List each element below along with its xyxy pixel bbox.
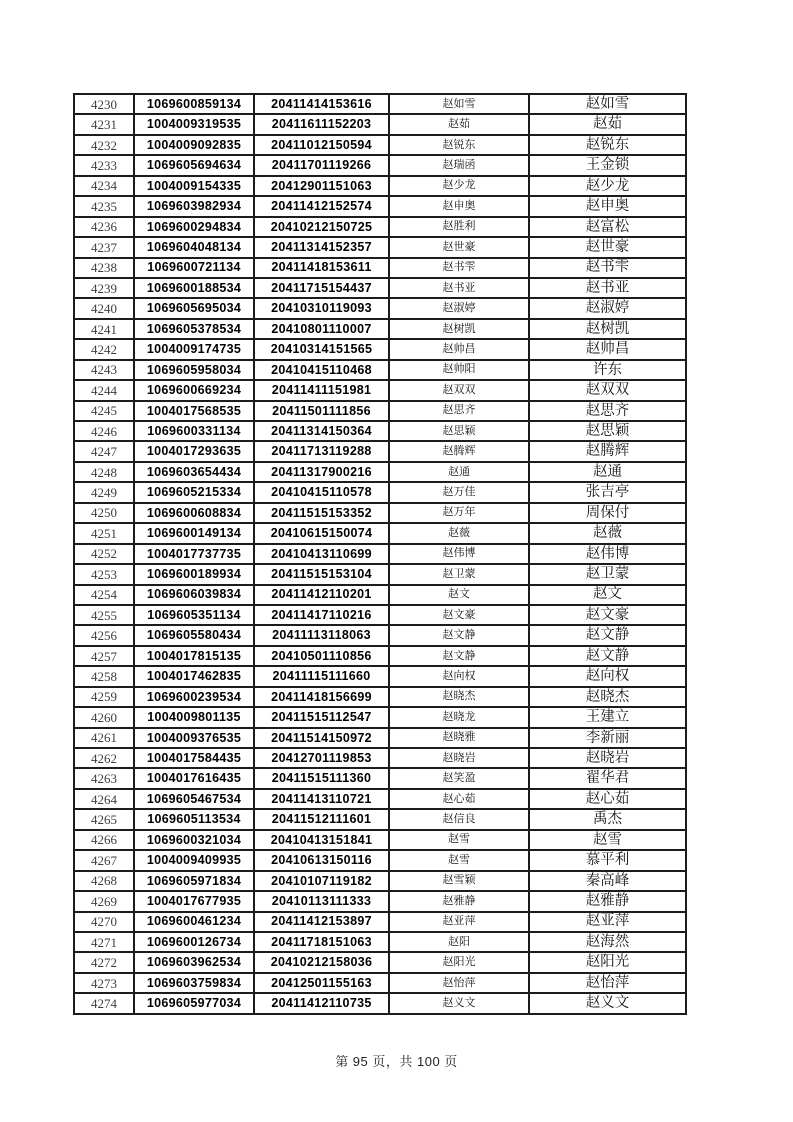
name-2-cell: 赵世豪 [529,237,686,257]
name-2-cell: 慕平利 [529,850,686,870]
id-cell: 1069605958034 [134,360,254,380]
id-cell: 1004017584435 [134,748,254,768]
name-2-cell: 赵文静 [529,625,686,645]
name-cell: 赵双双 [389,380,529,400]
name-2-cell: 赵向权 [529,666,686,686]
seq-cell: 4264 [74,789,134,809]
seq-cell: 4236 [74,217,134,237]
id-cell: 1069600721134 [134,258,254,278]
table-row [74,625,686,645]
seq-cell: 4259 [74,687,134,707]
number-cell: 20411413110721 [254,789,389,809]
table-row [74,993,686,1014]
name-cell: 赵通 [389,462,529,482]
name-2-cell: 赵腾辉 [529,441,686,461]
name-2-cell: 赵书亚 [529,278,686,298]
seq-cell: 4250 [74,503,134,523]
number-cell: 20411412110201 [254,585,389,605]
name-2-cell: 赵通 [529,462,686,482]
name-cell: 赵薇 [389,523,529,543]
name-cell: 赵思齐 [389,401,529,421]
number-cell: 20410113111333 [254,891,389,911]
table-row [74,380,686,400]
name-2-cell: 赵淑婷 [529,298,686,318]
id-cell: 1004009174735 [134,339,254,359]
name-cell: 赵笑盈 [389,768,529,788]
id-cell: 1069600859134 [134,94,254,114]
name-2-cell: 赵书雫 [529,258,686,278]
table-row [74,707,686,727]
seq-cell: 4231 [74,114,134,134]
id-cell: 1069600669234 [134,380,254,400]
table-row [74,850,686,870]
id-cell: 1069605215334 [134,482,254,502]
number-cell: 20411314150364 [254,421,389,441]
name-cell: 赵茹 [389,114,529,134]
table-row [74,258,686,278]
table-row [74,809,686,829]
number-cell: 20410415110578 [254,482,389,502]
name-cell: 赵阳 [389,932,529,952]
name-cell: 赵文 [389,585,529,605]
id-cell: 1069600294834 [134,217,254,237]
name-cell: 赵阳光 [389,952,529,972]
number-cell: 20411418156699 [254,687,389,707]
table-row [74,789,686,809]
seq-cell: 4273 [74,973,134,993]
number-cell: 20411317900216 [254,462,389,482]
id-cell: 1004009376535 [134,728,254,748]
name-2-cell: 赵晓岩 [529,748,686,768]
name-2-cell: 秦高峰 [529,871,686,891]
table-row [74,605,686,625]
number-cell: 20411512111601 [254,809,389,829]
number-cell: 20411718151063 [254,932,389,952]
number-cell: 20412901151063 [254,176,389,196]
name-2-cell: 王金锁 [529,155,686,175]
id-cell: 1069605113534 [134,809,254,829]
seq-cell: 4248 [74,462,134,482]
name-cell: 赵胜利 [389,217,529,237]
seq-cell: 4274 [74,993,134,1014]
seq-cell: 4254 [74,585,134,605]
name-2-cell: 赵如雪 [529,94,686,114]
seq-cell: 4267 [74,850,134,870]
number-cell: 20410314151565 [254,339,389,359]
name-2-cell: 赵帅昌 [529,339,686,359]
id-cell: 1069605971834 [134,871,254,891]
number-cell: 20410415110468 [254,360,389,380]
table-row [74,482,686,502]
table-row [74,319,686,339]
number-cell: 20410107119182 [254,871,389,891]
table-row [74,891,686,911]
seq-cell: 4257 [74,646,134,666]
name-cell: 赵申奥 [389,196,529,216]
id-cell: 1069600188534 [134,278,254,298]
name-2-cell: 赵文豪 [529,605,686,625]
name-2-cell: 赵亚萍 [529,912,686,932]
name-cell: 赵雪 [389,850,529,870]
id-cell: 1069600461234 [134,912,254,932]
number-cell: 20410615150074 [254,523,389,543]
table-row [74,441,686,461]
number-cell: 20412501155163 [254,973,389,993]
table-row [74,217,686,237]
number-cell: 20411417110216 [254,605,389,625]
number-cell: 20410212158036 [254,952,389,972]
name-2-cell: 王建立 [529,707,686,727]
name-2-cell: 赵义文 [529,993,686,1014]
table-row [74,278,686,298]
table-row [74,687,686,707]
name-2-cell: 赵树凯 [529,319,686,339]
name-cell: 赵雅静 [389,891,529,911]
id-cell: 1004009409935 [134,850,254,870]
name-2-cell: 赵雅静 [529,891,686,911]
id-cell: 1004017677935 [134,891,254,911]
name-cell: 赵怡萍 [389,973,529,993]
name-2-cell: 赵阳光 [529,952,686,972]
name-cell: 赵书亚 [389,278,529,298]
id-cell: 1069605351134 [134,605,254,625]
table-row [74,728,686,748]
id-cell: 1069604048134 [134,237,254,257]
table-row [74,401,686,421]
seq-cell: 4261 [74,728,134,748]
number-cell: 20411515111360 [254,768,389,788]
table-row [74,339,686,359]
id-cell: 1004017616435 [134,768,254,788]
seq-cell: 4270 [74,912,134,932]
number-cell: 20411515112547 [254,707,389,727]
name-2-cell: 赵富松 [529,217,686,237]
table-row [74,421,686,441]
id-cell: 1004009092835 [134,135,254,155]
id-cell: 1069603962534 [134,952,254,972]
seq-cell: 4253 [74,564,134,584]
name-cell: 赵卫蒙 [389,564,529,584]
id-cell: 1004009801135 [134,707,254,727]
id-cell: 1004017568535 [134,401,254,421]
number-cell: 20411412152574 [254,196,389,216]
name-2-cell: 赵文静 [529,646,686,666]
name-2-cell: 赵申奥 [529,196,686,216]
name-cell: 赵书雫 [389,258,529,278]
number-cell: 20411715154437 [254,278,389,298]
table-row [74,135,686,155]
table-row [74,94,686,114]
table-row [74,768,686,788]
seq-cell: 4251 [74,523,134,543]
id-cell: 1069600608834 [134,503,254,523]
seq-cell: 4241 [74,319,134,339]
table-row [74,237,686,257]
number-cell: 20410310119093 [254,298,389,318]
id-cell: 1069606039834 [134,585,254,605]
number-cell: 20412701119853 [254,748,389,768]
seq-cell: 4265 [74,809,134,829]
number-cell: 20411418153611 [254,258,389,278]
name-2-cell: 赵薇 [529,523,686,543]
id-cell: 1004009319535 [134,114,254,134]
seq-cell: 4235 [74,196,134,216]
id-cell: 1004017293635 [134,441,254,461]
name-cell: 赵少龙 [389,176,529,196]
name-cell: 赵心茹 [389,789,529,809]
name-2-cell: 赵少龙 [529,176,686,196]
table-row [74,462,686,482]
number-cell: 20411314152357 [254,237,389,257]
name-2-cell: 赵文 [529,585,686,605]
number-cell: 20411515153104 [254,564,389,584]
name-cell: 赵帅阳 [389,360,529,380]
name-cell: 赵文静 [389,646,529,666]
number-cell: 20410801110007 [254,319,389,339]
seq-cell: 4269 [74,891,134,911]
seq-cell: 4271 [74,932,134,952]
name-2-cell: 赵伟博 [529,544,686,564]
id-cell: 1069600321034 [134,830,254,850]
table-row [74,564,686,584]
seq-cell: 4232 [74,135,134,155]
id-cell: 1069600189934 [134,564,254,584]
id-cell: 1004017462835 [134,666,254,686]
name-2-cell: 许东 [529,360,686,380]
name-cell: 赵雪 [389,830,529,850]
name-cell: 赵如雪 [389,94,529,114]
id-cell: 1004017815135 [134,646,254,666]
table-row [74,646,686,666]
name-2-cell: 张吉亭 [529,482,686,502]
seq-cell: 4262 [74,748,134,768]
seq-cell: 4249 [74,482,134,502]
number-cell: 20411113118063 [254,625,389,645]
seq-cell: 4243 [74,360,134,380]
name-2-cell: 禹杰 [529,809,686,829]
name-2-cell: 周保付 [529,503,686,523]
number-cell: 20411411151981 [254,380,389,400]
name-2-cell: 赵雪 [529,830,686,850]
name-cell: 赵伟博 [389,544,529,564]
table-row [74,544,686,564]
seq-cell: 4247 [74,441,134,461]
number-cell: 20411414153616 [254,94,389,114]
id-cell: 1069605378534 [134,319,254,339]
name-cell: 赵树凯 [389,319,529,339]
seq-cell: 4272 [74,952,134,972]
name-2-cell: 赵心茹 [529,789,686,809]
name-cell: 赵亚萍 [389,912,529,932]
seq-cell: 4238 [74,258,134,278]
name-cell: 赵万佳 [389,482,529,502]
id-cell: 1069603759834 [134,973,254,993]
id-cell: 1069600239534 [134,687,254,707]
table-row [74,360,686,380]
number-cell: 20411501111856 [254,401,389,421]
number-cell: 20411012150594 [254,135,389,155]
seq-cell: 4242 [74,339,134,359]
id-cell: 1004017737735 [134,544,254,564]
name-cell: 赵世豪 [389,237,529,257]
number-cell: 20411115111660 [254,666,389,686]
seq-cell: 4244 [74,380,134,400]
name-cell: 赵文豪 [389,605,529,625]
id-cell: 1069605467534 [134,789,254,809]
name-2-cell: 翟华君 [529,768,686,788]
seq-cell: 4266 [74,830,134,850]
seq-cell: 4268 [74,871,134,891]
name-cell: 赵万年 [389,503,529,523]
name-2-cell: 李新丽 [529,728,686,748]
table-row [74,952,686,972]
number-cell: 20410413110699 [254,544,389,564]
name-2-cell: 赵海然 [529,932,686,952]
name-cell: 赵晓杰 [389,687,529,707]
name-2-cell: 赵思齐 [529,401,686,421]
seq-cell: 4233 [74,155,134,175]
name-2-cell: 赵双双 [529,380,686,400]
seq-cell: 4240 [74,298,134,318]
table-row [74,666,686,686]
name-2-cell: 赵卫蒙 [529,564,686,584]
name-cell: 赵淑婷 [389,298,529,318]
table-row [74,912,686,932]
name-2-cell: 赵锐东 [529,135,686,155]
name-cell: 赵雪颖 [389,871,529,891]
name-cell: 赵信良 [389,809,529,829]
seq-cell: 4260 [74,707,134,727]
seq-cell: 4234 [74,176,134,196]
name-2-cell: 赵思颖 [529,421,686,441]
table-row [74,196,686,216]
number-cell: 20410501110856 [254,646,389,666]
table-row [74,871,686,891]
seq-cell: 4239 [74,278,134,298]
seq-cell: 4245 [74,401,134,421]
table-row [74,523,686,543]
id-cell: 1069603654434 [134,462,254,482]
roster-table [73,93,687,1015]
number-cell: 20411514150972 [254,728,389,748]
seq-cell: 4246 [74,421,134,441]
seq-cell: 4237 [74,237,134,257]
number-cell: 20411611152203 [254,114,389,134]
name-cell: 赵帅昌 [389,339,529,359]
id-cell: 1069605977034 [134,993,254,1014]
id-cell: 1069605695034 [134,298,254,318]
name-cell: 赵晓雅 [389,728,529,748]
name-cell: 赵晓龙 [389,707,529,727]
id-cell: 1069605694634 [134,155,254,175]
number-cell: 20411412153897 [254,912,389,932]
table-row [74,114,686,134]
seq-cell: 4230 [74,94,134,114]
seq-cell: 4255 [74,605,134,625]
id-cell: 1069603982934 [134,196,254,216]
number-cell: 20411701119266 [254,155,389,175]
name-2-cell: 赵怡萍 [529,973,686,993]
name-cell: 赵晓岩 [389,748,529,768]
number-cell: 20411713119288 [254,441,389,461]
seq-cell: 4256 [74,625,134,645]
seq-cell: 4258 [74,666,134,686]
id-cell: 1004009154335 [134,176,254,196]
number-cell: 20411515153352 [254,503,389,523]
table-row [74,748,686,768]
name-cell: 赵腾辉 [389,441,529,461]
number-cell: 20410212150725 [254,217,389,237]
table-row [74,155,686,175]
name-cell: 赵锐东 [389,135,529,155]
name-cell: 赵向权 [389,666,529,686]
name-cell: 赵义文 [389,993,529,1014]
number-cell: 20410613150116 [254,850,389,870]
seq-cell: 4252 [74,544,134,564]
page-number-footer: 第 95 页，共 100 页 [335,1054,458,1069]
table-row [74,298,686,318]
table-row [74,176,686,196]
id-cell: 1069600331134 [134,421,254,441]
number-cell: 20410413151841 [254,830,389,850]
seq-cell: 4263 [74,768,134,788]
table-body [74,94,686,1014]
name-cell: 赵文静 [389,625,529,645]
name-cell: 赵思颖 [389,421,529,441]
name-2-cell: 赵茹 [529,114,686,134]
table-row [74,830,686,850]
name-cell: 赵瑞函 [389,155,529,175]
id-cell: 1069605580434 [134,625,254,645]
table-row [74,503,686,523]
table-row [74,585,686,605]
id-cell: 1069600149134 [134,523,254,543]
table-row [74,932,686,952]
name-2-cell: 赵晓杰 [529,687,686,707]
table-row [74,973,686,993]
number-cell: 20411412110735 [254,993,389,1014]
id-cell: 1069600126734 [134,932,254,952]
